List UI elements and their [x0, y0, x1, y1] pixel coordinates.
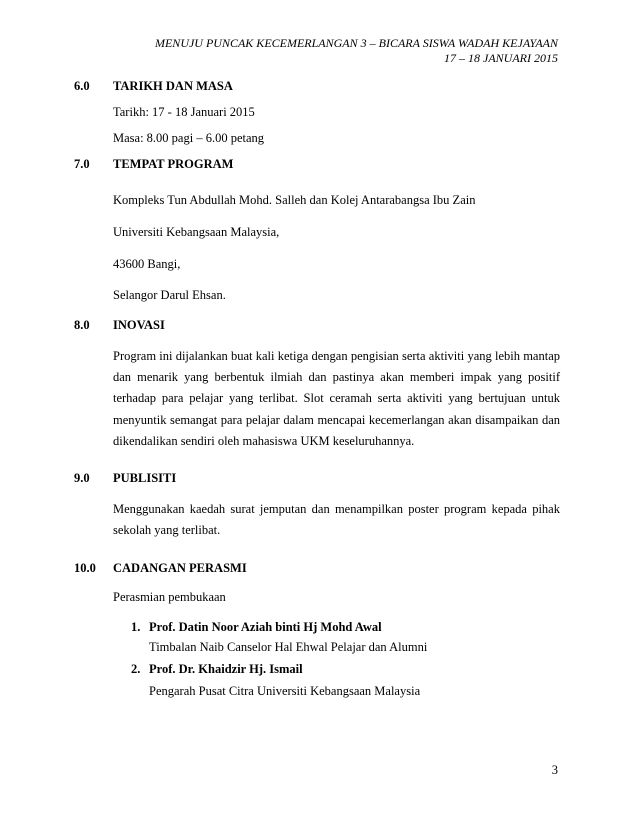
- section-8-number: 8.0: [74, 318, 90, 332]
- header-date: 17 – 18 JANUARI 2015: [444, 51, 558, 65]
- publicity-paragraph: Menggunakan kaedah surat jemputan dan menampilkan poster program kepada pihak sekolah yang terlibat.: [113, 502, 560, 538]
- section-6-number: 6.0: [74, 79, 90, 93]
- time-line: Masa: 8.00 pagi – 6.00 petang: [113, 131, 265, 145]
- list-item-number: 1.: [131, 620, 141, 634]
- venue-line-3: 43600 Bangi,: [113, 257, 181, 271]
- opening-ceremony-label: Perasmian pembukaan: [113, 590, 226, 604]
- list-item-number: 2.: [131, 662, 141, 676]
- section-7-title: TEMPAT PROGRAM: [113, 157, 234, 171]
- date-line: Tarikh: 17 - 18 Januari 2015: [113, 105, 255, 119]
- section-10-title: CADANGAN PERASMI: [113, 561, 247, 575]
- officiator-role: Pengarah Pusat Citra Universiti Kebangsaan Malaysia: [149, 684, 421, 698]
- section-6-title: TARIKH DAN MASA: [113, 79, 233, 93]
- section-8-title: INOVASI: [113, 318, 165, 332]
- officiator-role: Timbalan Naib Canselor Hal Ehwal Pelajar dan Alumni: [149, 640, 428, 654]
- officiator-name: Prof. Datin Noor Aziah binti Hj Mohd Awal: [149, 620, 382, 634]
- section-10-number: 10.0: [74, 561, 96, 575]
- page-number: 3: [551, 763, 558, 777]
- venue-line-1: Kompleks Tun Abdullah Mohd. Salleh dan Kolej Antarabangsa Ibu Zain: [113, 193, 476, 207]
- header-title: MENUJU PUNCAK KECEMERLANGAN 3 – BICARA SISWA WADAH KEJAYAAN: [154, 36, 558, 50]
- section-9-title: PUBLISITI: [113, 471, 177, 485]
- venue-line-4: Selangor Darul Ehsan.: [113, 288, 226, 302]
- venue-line-2: Universiti Kebangsaan Malaysia,: [113, 225, 280, 239]
- section-7-number: 7.0: [74, 157, 90, 171]
- innovation-paragraph: Program ini dijalankan buat kali ketiga dengan pengisian serta aktiviti yang lebih mantap dan menarik yang berbentuk ilmiah dan pastinya akan memberi impak yang positif terhadap para pelajar yang terlibat. Slot ceramah serta aktiviti yang bertujuan untuk menyuntik semangat para pelajar dalam mencapai kecemerlangan akan disampaikan dan dikendalikan sendiri oleh mahasiswa UKM keseluruhannya.: [113, 349, 560, 448]
- officiator-name: Prof. Dr. Khaidzir Hj. Ismail: [149, 662, 303, 676]
- running-header: [155, 36, 558, 66]
- section-9-number: 9.0: [74, 471, 90, 485]
